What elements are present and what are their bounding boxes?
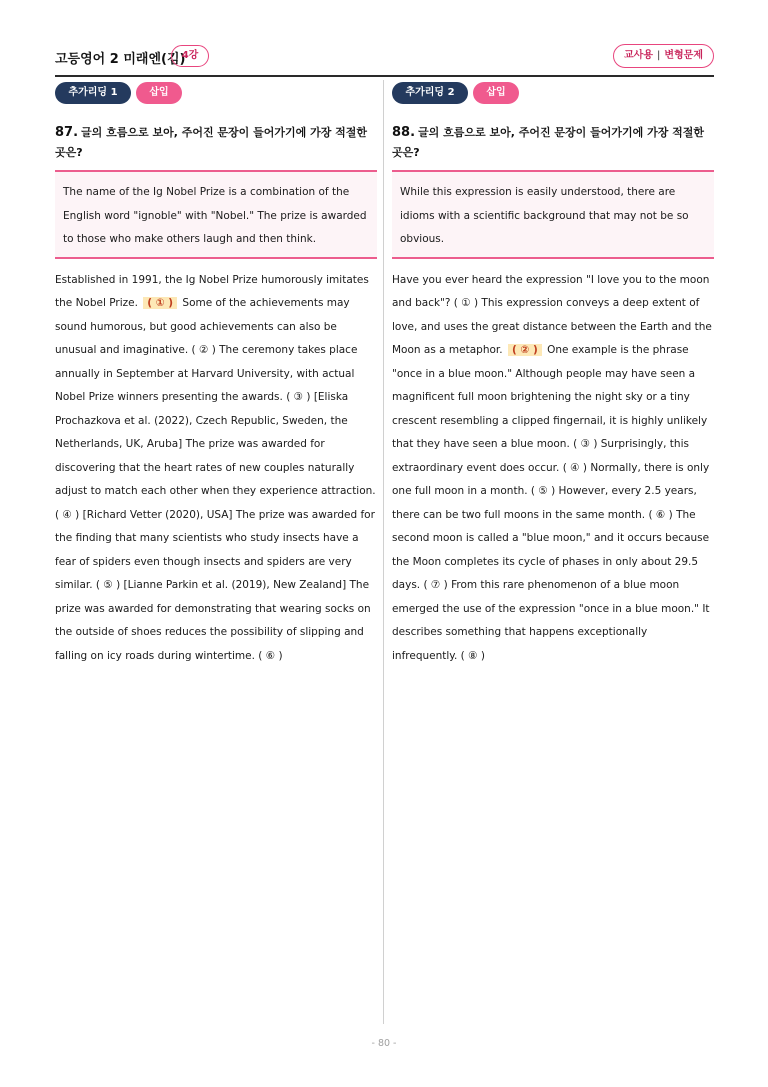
question-number: 87. <box>55 125 79 140</box>
passage <box>392 269 714 669</box>
tag-row <box>55 82 377 106</box>
given-sentence: The name of the Ig Nobel Prize is a combination of the English word "ignoble" with "Nobel." The prize is awarded to those who make others laugh and then think. <box>63 186 367 245</box>
given-sentence-box <box>55 170 377 259</box>
tag-row <box>392 82 714 106</box>
passage <box>55 269 377 669</box>
column-divider <box>383 80 384 1024</box>
answer-marker: ( ① ) <box>143 297 177 309</box>
reading-tag: 추가리딩 1 <box>55 82 131 104</box>
question-number: 88. <box>392 125 416 140</box>
book-title: 고등영어 2 미래엔(김) <box>55 52 186 67</box>
question-87-column <box>55 82 377 668</box>
question-text: 글의 흐름으로 보아, 주어진 문장이 들어가기에 가장 적절한 곳은? <box>55 126 368 159</box>
lesson-badge: 4강 <box>171 45 209 67</box>
answer-marker: ( ② ) <box>508 344 542 356</box>
edition-badge <box>613 44 714 68</box>
question-type-tag: 삽입 <box>136 82 182 104</box>
given-sentence-box <box>392 170 714 259</box>
given-sentence: While this expression is easily understood, there are idioms with a scientific background that may not be so obvious. <box>400 186 689 245</box>
passage-before-answer: Have you ever heard the expression "I love you to the moon and back"? ( ① ) This expression conveys a deep extent of love, and uses the great distance between the Earth and the Moon as a metaphor. <box>392 273 712 356</box>
page-header <box>55 43 714 77</box>
passage-after-answer: One example is the phrase "once in a blue moon." Although people may have seen a magnificent full moon brightening the night sky or a tiny crescent resembling a clipped fingernail, it is highly unlikely that they have seen a blue moon. ( ③ ) Surprisingly, this extraordinary event does occur. ( ④ ) Normally, there is only one full moon in a month. ( ⑤ ) However, every 2.5 years, there can be two full moons in the same month. ( ⑥ ) The second moon is called a "blue moon," and it occurs because the Moon completes its cycle of phases in only about 29.5 days. ( ⑦ ) From this rare phenomenon of a blue moon emerged the use of the expression "once in a blue moon." It describes something that happens exceptionally infrequently. ( ⑧ ) <box>392 344 710 662</box>
question-88-column <box>392 82 714 668</box>
question-text: 글의 흐름으로 보아, 주어진 문장이 들어가기에 가장 적절한 곳은? <box>392 126 705 159</box>
question-prompt <box>55 123 377 163</box>
passage-after-answer: Some of the achievements may sound humorous, but good achievements can also be unusual and imaginative. ( ② ) The ceremony takes place annually in September at Harvard University, with actual Nobel Prize winners presenting the awards. ( ③ ) [Eliska Prochazkova et al. (2022), Czech Republic, Sweden, the Netherlands, UK, Aruba] The prize was awarded for discovering that the heart rates of new couples naturally adjust to match each other when they experience attraction. ( ④ ) [Richard Vetter (2020), USA] The prize was awarded for the finding that many scientists who study insects have a fear of spiders even though insects and spiders are very similar. ( ⑤ ) [Lianne Parkin et al. (2019), New Zealand] The prize was awarded for demonstrating that wearing socks on the outside of shoes reduces the possibility of slipping and falling on icy roads during wintertime. ( ⑥ ) <box>55 297 376 662</box>
badge-separator: | <box>656 50 661 61</box>
audience-label: 교사용 <box>624 50 653 61</box>
page-number: - 80 - <box>371 1038 397 1049</box>
question-type-tag: 삽입 <box>473 82 519 104</box>
type-label: 변형문제 <box>664 50 703 61</box>
reading-tag: 추가리딩 2 <box>392 82 468 104</box>
question-prompt <box>392 123 714 163</box>
passage-before-answer: Established in 1991, the Ig Nobel Prize humorously imitates the Nobel Prize. <box>55 273 369 309</box>
